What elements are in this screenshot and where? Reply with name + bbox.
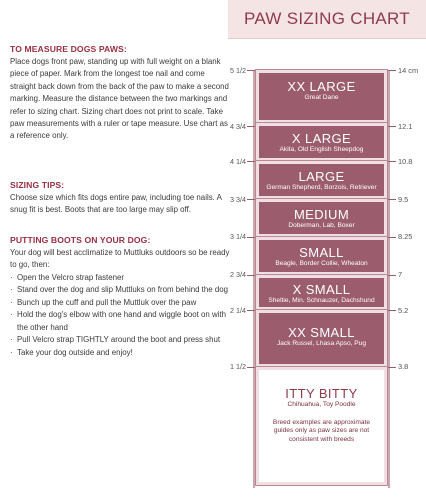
inch-label: 2 1/4 (230, 306, 246, 315)
page-title-text: PAW SIZING CHART (244, 9, 410, 28)
measure-section (10, 44, 232, 143)
inch-label: 3 1/4 (230, 232, 246, 241)
step-item: · Bunch up the cuff and pull the Muttluk over the paw (10, 297, 236, 310)
size-breeds: Great Dane (304, 94, 339, 101)
cm-label: 3.8 (398, 362, 409, 371)
cm-tick (388, 310, 396, 311)
boots-intro: Your dog will best acclimatize to Muttluks outdoors so be ready to go, then: (10, 248, 230, 270)
inch-tick (247, 275, 255, 276)
inch-tick (247, 70, 255, 71)
size-breeds: Sheltie, Min. Schnauzer, Dachshund (268, 297, 375, 304)
measure-text: Place dogs front paw, standing up with full weight on a blank piece of paper. Mark from the longest toe nail and come straight back down from the back of the paw to make a second marking. Measure the distance between the two markings and refer to sizing chart. Sizing chart does not print to scale. Take paw measurements with a ruler or tape measure. Use chart as a reference only. (10, 57, 229, 141)
inch-label: 5 1/2 (230, 66, 246, 75)
tips-title: SIZING TIPS: (10, 180, 65, 190)
cm-label: 10.8 (398, 157, 413, 166)
cm-tick (388, 199, 396, 200)
size-block-medium (256, 199, 387, 237)
step-item: · Take your dog outside and enjoy! (10, 347, 236, 360)
inch-ruler (253, 70, 255, 488)
inch-label: 3 3/4 (230, 195, 246, 204)
size-name: MEDIUM (293, 207, 350, 222)
inch-tick (247, 126, 255, 127)
tips-text: Choose size which fits dogs entire paw, including toe nails. A snug fit is best. Boots that are too large may slip off. (10, 193, 222, 215)
size-breeds: Doberman, Lab, Boxer (288, 222, 355, 229)
size-block-xx-small (256, 310, 387, 367)
inch-label: 2 3/4 (230, 270, 246, 279)
breed-note: Breed examples are approximate guides only as paw sizes are not consistent with breeds (272, 419, 371, 443)
cm-label: 14 cm (398, 66, 419, 75)
step-item: · Hold the dog's elbow with one hand and wiggle boot on with the other hand (10, 309, 236, 334)
inch-tick (247, 310, 255, 311)
boots-section (10, 235, 236, 359)
size-block-itty-bitty (256, 367, 387, 485)
measure-title: TO MEASURE DOGS PAWS: (10, 44, 127, 54)
step-item: · Open the Velcro strap fastener (10, 272, 236, 285)
cm-tick (388, 70, 396, 71)
inch-tick (247, 161, 255, 162)
cm-label: 5.2 (398, 306, 409, 315)
size-block-small (256, 237, 387, 275)
size-name: XX LARGE (287, 79, 356, 94)
size-breeds: German Shepherd, Borzois, Retriever (266, 184, 377, 191)
cm-label: 9.5 (398, 195, 409, 204)
size-block-x-small (256, 275, 387, 310)
cm-ruler (388, 70, 390, 488)
size-name: SMALL (299, 245, 344, 260)
size-breeds: Akita, Old English Sheepdog (279, 146, 364, 153)
step-item: · Stand over the dog and slip Muttluks on from behind the dog (10, 284, 236, 297)
inch-tick (247, 237, 255, 238)
cm-tick (388, 161, 396, 162)
cm-label: 12.1 (398, 122, 413, 131)
boots-steps (10, 272, 236, 360)
cm-tick (388, 367, 396, 368)
size-breeds: Beagle, Border Collie, Wheaton (275, 260, 368, 267)
step-item: · Pull Velcro strap TIGHTLY around the boot and press shut (10, 334, 236, 347)
size-block-x-large (256, 123, 387, 161)
size-name: LARGE (298, 169, 345, 184)
tips-section (10, 180, 236, 217)
inch-label: 4 3/4 (230, 122, 246, 131)
size-name: X LARGE (291, 131, 352, 146)
inch-label: 1 1/2 (230, 362, 246, 371)
boots-title: PUTTING BOOTS ON YOUR DOG: (10, 235, 151, 245)
cm-label: 8.25 (398, 232, 413, 241)
cm-tick (388, 126, 396, 127)
size-name: ITTY BITTY (285, 386, 358, 401)
cm-label: 7 (398, 270, 403, 279)
cm-tick (388, 237, 396, 238)
size-block-large (256, 161, 387, 199)
size-block-xx-large (256, 70, 387, 123)
page-title (228, 0, 426, 39)
inch-tick (247, 367, 255, 368)
cm-tick (388, 275, 396, 276)
size-name: X SMALL (292, 282, 351, 297)
inch-tick (247, 199, 255, 200)
inch-label: 4 1/4 (230, 157, 246, 166)
size-name: XX SMALL (288, 325, 355, 340)
size-breeds: Chihuahua, Toy Poodle (287, 401, 356, 408)
size-breeds: Jack Russel, Lhasa Apso, Pug (276, 340, 367, 347)
